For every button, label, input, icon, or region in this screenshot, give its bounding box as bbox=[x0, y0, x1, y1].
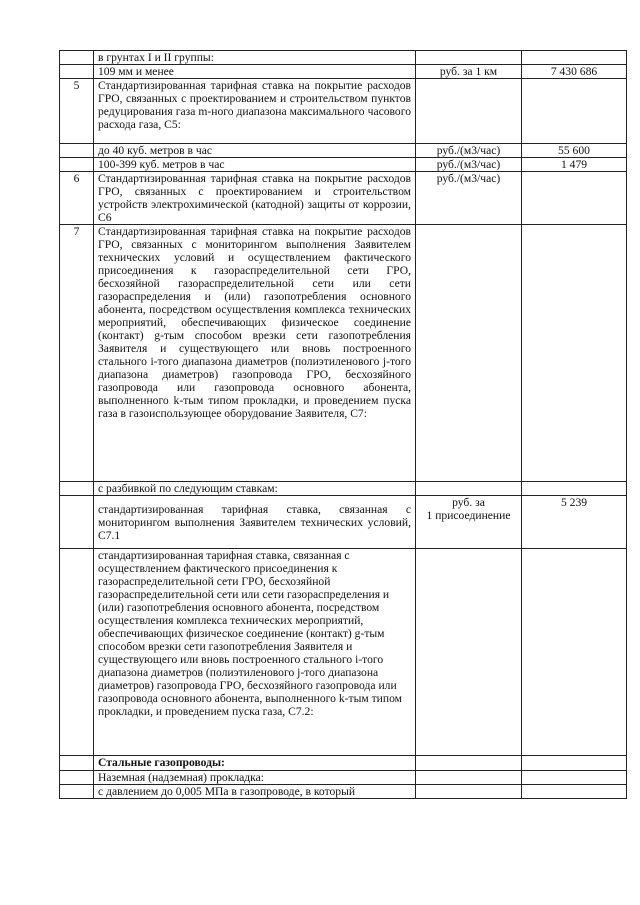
row-unit bbox=[416, 785, 522, 799]
row-text: с давлением до 0,005 МПа в газопроводе, в который bbox=[94, 785, 416, 799]
table-row bbox=[60, 51, 627, 65]
row-unit-line1: руб. за bbox=[452, 496, 485, 509]
row-number bbox=[60, 158, 94, 172]
table-row bbox=[60, 225, 627, 482]
row-number bbox=[60, 549, 94, 756]
row-unit bbox=[416, 482, 522, 496]
row-value bbox=[522, 172, 627, 225]
row-text: до 40 куб. метров в час bbox=[94, 144, 416, 158]
table-row bbox=[60, 756, 627, 771]
row-value bbox=[522, 51, 627, 65]
row-value bbox=[522, 549, 627, 756]
row-text: Стальные газопроводы: bbox=[94, 756, 416, 771]
row-unit bbox=[416, 496, 522, 549]
row-text: Наземная (надземная) прокладка: bbox=[94, 771, 416, 785]
table-row bbox=[60, 79, 627, 144]
row-value: 55 600 bbox=[522, 144, 627, 158]
row-number bbox=[60, 482, 94, 496]
row-number bbox=[60, 144, 94, 158]
row-value bbox=[522, 756, 627, 771]
table-row bbox=[60, 65, 627, 79]
row-value bbox=[522, 785, 627, 799]
table-row bbox=[60, 771, 627, 785]
row-number bbox=[60, 51, 94, 65]
row-value bbox=[522, 79, 627, 144]
row-text: в грунтах I и II группы: bbox=[94, 51, 416, 65]
row-value bbox=[522, 225, 627, 482]
table-row bbox=[60, 158, 627, 172]
row-unit bbox=[416, 771, 522, 785]
row-value: 5 239 bbox=[522, 496, 627, 549]
table-row bbox=[60, 482, 627, 496]
row-number bbox=[60, 785, 94, 799]
row-unit bbox=[416, 51, 522, 65]
row-unit bbox=[416, 79, 522, 144]
table-row bbox=[60, 172, 627, 225]
row-value bbox=[522, 482, 627, 496]
table-row bbox=[60, 144, 627, 158]
row-unit bbox=[416, 756, 522, 771]
row-unit: руб. за 1 км bbox=[416, 65, 522, 79]
row-unit: руб./(м3/час) bbox=[416, 144, 522, 158]
row-text: стандартизированная тарифная ставка, связанная с осуществлением фактического присоединения к газораспределительной сети ГРО, бесхозяйной газораспределительной сети или сети газораспределения и (или) газопотребления основного абонента, посредством осуществления комплекса технических мероприятий, обеспечивающих физическое соединение (контакт) g-тым способом врезки сети газопотребления Заявителя и существующего или вновь построенного стального i-того диапазона диаметров (полиэтиленового j-того диапазона диаметров) газопровода ГРО, бесхозяйного газопровода или газопровода основного абонента, выполненного k-тым типом прокладки, и проведением пуска газа, С7.2: bbox=[94, 549, 416, 756]
row-text: с разбивкой по следующим ставкам: bbox=[94, 482, 416, 496]
row-text: стандартизированная тарифная ставка, связанная с мониторингом выполнения Заявителем технических условий, С7.1 bbox=[94, 496, 416, 549]
row-text: 109 мм и менее bbox=[94, 65, 416, 79]
row-text: Стандартизированная тарифная ставка на покрытие расходов ГРО, связанных с проектированием и строительством устройств электрохимической (катодной) защиты от коррозии, С6 bbox=[94, 172, 416, 225]
row-value: 1 479 bbox=[522, 158, 627, 172]
row-number: 7 bbox=[60, 225, 94, 482]
row-text: Стандартизированная тарифная ставка на покрытие расходов ГРО, связанных с мониторингом выполнения Заявителем технических условий и осуществлением фактического присоединения к газораспределительной сети ГРО, бесхозяйной газораспределительной сети или сети газораспределения и (или) газопотребления основного абонента, посредством осуществления комплекса технических мероприятий, обеспечивающих физическое соединение (контакт) g-тым способом врезки сети газопотребления Заявителя и существующего или вновь построенного стального i-того диапазона диаметров (полиэтиленового j-того диапазона диаметров) газопровода ГРО, бесхозяйного газопровода или газопровода основного абонента, выполненного k-тым типом прокладки, и проведением пуска газа в газоиспользующее оборудование Заявителя, С7: bbox=[94, 225, 416, 482]
table-row bbox=[60, 496, 627, 549]
row-unit: руб./(м3/час) bbox=[416, 172, 522, 225]
table-row bbox=[60, 549, 627, 756]
row-unit-line2: 1 присоединение bbox=[426, 509, 511, 522]
tariff-table bbox=[59, 50, 627, 799]
row-number bbox=[60, 496, 94, 549]
row-number: 5 bbox=[60, 79, 94, 144]
row-number: 6 bbox=[60, 172, 94, 225]
row-value bbox=[522, 771, 627, 785]
row-number bbox=[60, 771, 94, 785]
row-text: 100-399 куб. метров в час bbox=[94, 158, 416, 172]
row-text: Стандартизированная тарифная ставка на покрытие расходов ГРО, связанных с проектированием и строительством пунктов редуцирования газа m-ного диапазона максимального часового расхода газа, С5: bbox=[94, 79, 416, 144]
row-unit bbox=[416, 549, 522, 756]
row-value: 7 430 686 bbox=[522, 65, 627, 79]
row-number bbox=[60, 756, 94, 771]
row-number bbox=[60, 65, 94, 79]
table-row bbox=[60, 785, 627, 799]
row-unit bbox=[416, 225, 522, 482]
row-unit: руб./(м3/час) bbox=[416, 158, 522, 172]
